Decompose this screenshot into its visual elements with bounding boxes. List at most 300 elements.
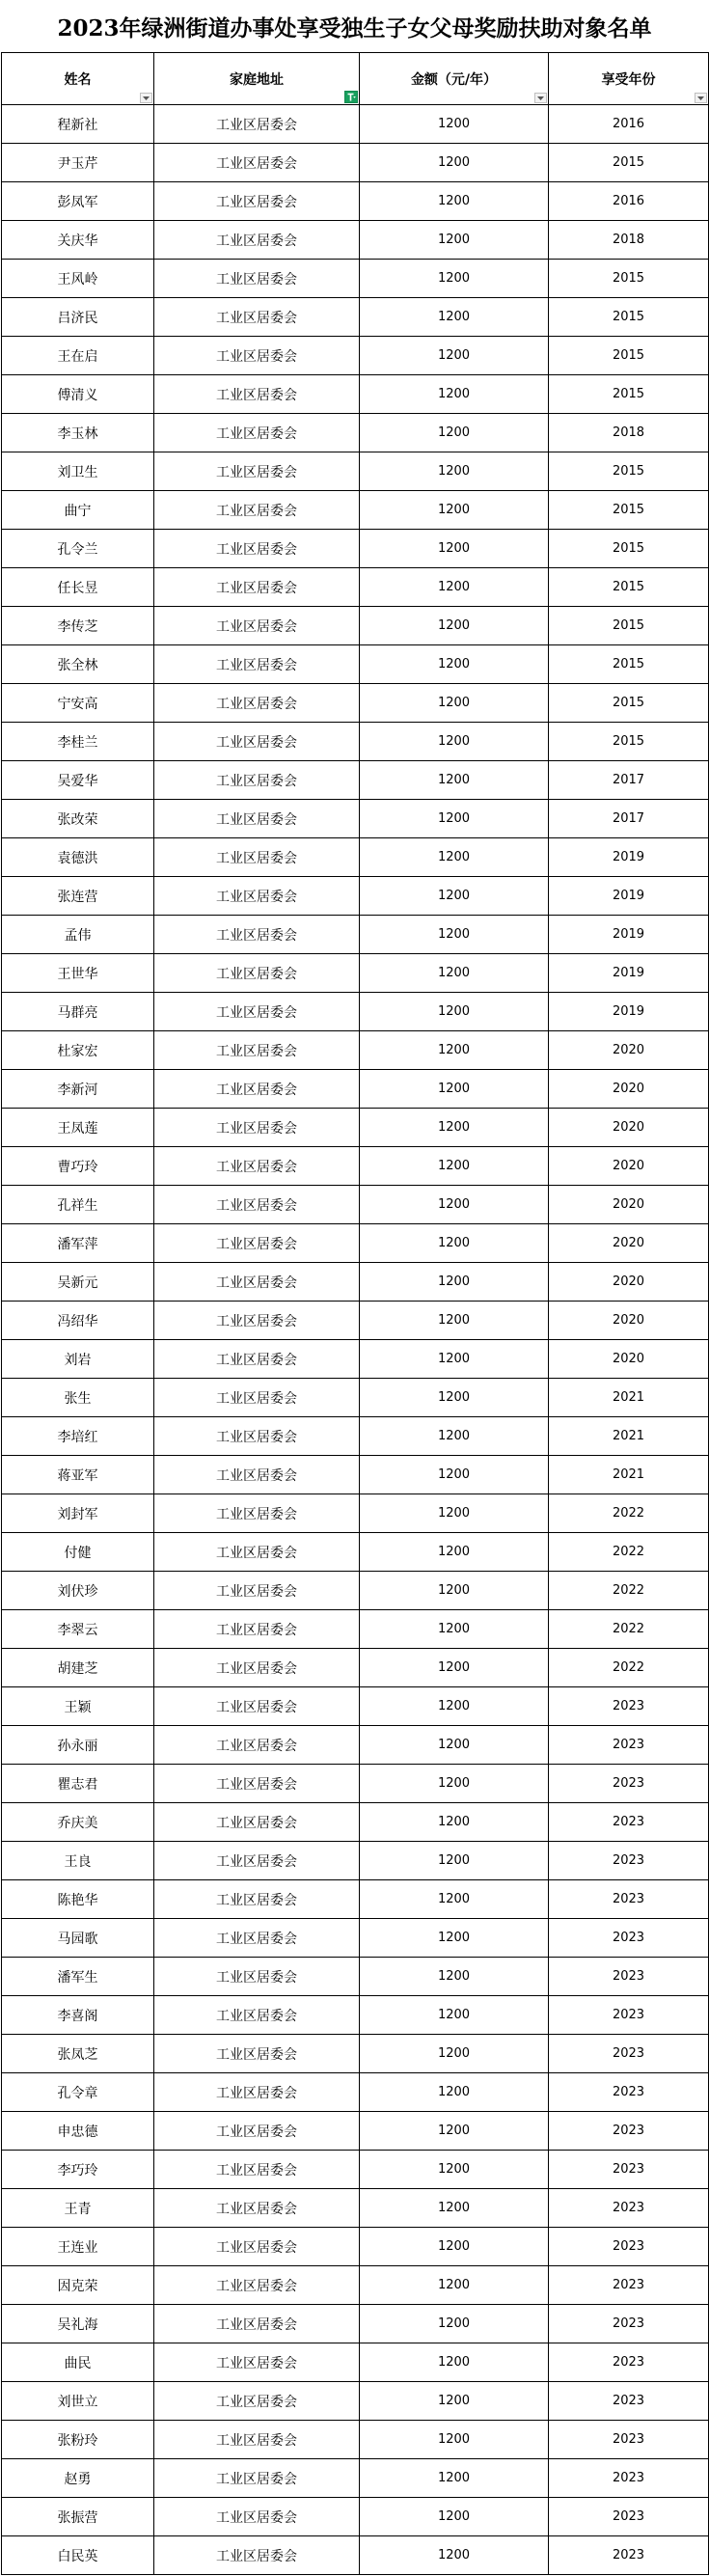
cell-address[interactable]: 工业区居委会 bbox=[154, 105, 360, 144]
cell-address[interactable]: 工业区居委会 bbox=[154, 1726, 360, 1765]
cell-address[interactable]: 工业区居委会 bbox=[154, 1765, 360, 1803]
table-row bbox=[2, 1880, 709, 1919]
cell-year[interactable]: 2023 bbox=[549, 2228, 709, 2266]
table-row bbox=[2, 1494, 709, 1533]
cell-year[interactable]: 2015 bbox=[549, 568, 709, 607]
cell-address[interactable]: 工业区居委会 bbox=[154, 2151, 360, 2189]
table-row bbox=[2, 684, 709, 723]
cell-name[interactable]: 张改荣 bbox=[2, 800, 154, 838]
table-row bbox=[2, 1726, 709, 1765]
cell-year[interactable]: 2023 bbox=[549, 2343, 709, 2382]
cell-name[interactable]: 孙永丽 bbox=[2, 1726, 154, 1765]
cell-address[interactable]: 工业区居委会 bbox=[154, 2266, 360, 2305]
cell-address[interactable]: 工业区居委会 bbox=[154, 491, 360, 530]
cell-address[interactable]: 工业区居委会 bbox=[154, 1649, 360, 1687]
cell-address[interactable]: 工业区居委会 bbox=[154, 1417, 360, 1456]
cell-name[interactable]: 吴新元 bbox=[2, 1263, 154, 1302]
cell-year[interactable]: 2023 bbox=[549, 1803, 709, 1842]
cell-address[interactable]: 工业区居委会 bbox=[154, 954, 360, 993]
cell-year[interactable]: 2023 bbox=[549, 1842, 709, 1880]
cell-amount[interactable]: 1200 bbox=[360, 2536, 549, 2575]
cell-amount[interactable]: 1200 bbox=[360, 375, 549, 414]
cell-amount[interactable]: 1200 bbox=[360, 1379, 549, 1417]
cell-address[interactable]: 工业区居委会 bbox=[154, 375, 360, 414]
cell-amount[interactable]: 1200 bbox=[360, 2266, 549, 2305]
column-header-year bbox=[549, 53, 709, 105]
cell-amount[interactable]: 1200 bbox=[360, 2421, 549, 2459]
cell-address[interactable]: 工业区居委会 bbox=[154, 916, 360, 954]
cell-address[interactable]: 工业区居委会 bbox=[154, 1610, 360, 1649]
cell-amount[interactable]: 1200 bbox=[360, 1456, 549, 1494]
cell-address[interactable]: 工业区居委会 bbox=[154, 2498, 360, 2536]
column-header-label: 姓名 bbox=[64, 71, 92, 88]
cell-amount[interactable]: 1200 bbox=[360, 838, 549, 877]
cell-year[interactable]: 2023 bbox=[549, 1880, 709, 1919]
table-row bbox=[2, 800, 709, 838]
cell-address[interactable]: 工业区居委会 bbox=[154, 800, 360, 838]
cell-address[interactable]: 工业区居委会 bbox=[154, 877, 360, 916]
cell-year[interactable]: 2023 bbox=[549, 2421, 709, 2459]
cell-address[interactable]: 工业区居委会 bbox=[154, 2228, 360, 2266]
cell-name[interactable]: 杜家宏 bbox=[2, 1031, 154, 1070]
table-row bbox=[2, 105, 709, 144]
cell-name[interactable]: 冯绍华 bbox=[2, 1302, 154, 1340]
cell-name[interactable]: 张全林 bbox=[2, 645, 154, 684]
cell-address[interactable]: 工业区居委会 bbox=[154, 1880, 360, 1919]
cell-address[interactable]: 工业区居委会 bbox=[154, 2421, 360, 2459]
cell-address[interactable]: 工业区居委会 bbox=[154, 645, 360, 684]
cell-name[interactable]: 李玉林 bbox=[2, 414, 154, 452]
cell-amount[interactable]: 1200 bbox=[360, 1340, 549, 1379]
cell-address[interactable]: 工业区居委会 bbox=[154, 1958, 360, 1996]
table-row bbox=[2, 298, 709, 337]
table-row bbox=[2, 2035, 709, 2073]
cell-address[interactable]: 工业区居委会 bbox=[154, 838, 360, 877]
cell-address[interactable]: 工业区居委会 bbox=[154, 1186, 360, 1224]
cell-year[interactable]: 2019 bbox=[549, 954, 709, 993]
cell-year[interactable]: 2020 bbox=[549, 1302, 709, 1340]
cell-amount[interactable]: 1200 bbox=[360, 2498, 549, 2536]
cell-address[interactable]: 工业区居委会 bbox=[154, 452, 360, 491]
cell-amount[interactable]: 1200 bbox=[360, 2343, 549, 2382]
cell-address[interactable]: 工业区居委会 bbox=[154, 530, 360, 568]
cell-name[interactable]: 张凤芝 bbox=[2, 2035, 154, 2073]
cell-name[interactable]: 申忠德 bbox=[2, 2112, 154, 2151]
cell-address[interactable]: 工业区居委会 bbox=[154, 2343, 360, 2382]
cell-amount[interactable]: 1200 bbox=[360, 1649, 549, 1687]
cell-year[interactable]: 2021 bbox=[549, 1417, 709, 1456]
cell-address[interactable]: 工业区居委会 bbox=[154, 2382, 360, 2421]
cell-name[interactable]: 傅清义 bbox=[2, 375, 154, 414]
cell-name[interactable]: 陈艳华 bbox=[2, 1880, 154, 1919]
table-body bbox=[2, 105, 709, 2575]
cell-year[interactable]: 2016 bbox=[549, 182, 709, 221]
cell-address[interactable]: 工业区居委会 bbox=[154, 993, 360, 1031]
cell-year[interactable]: 2023 bbox=[549, 1765, 709, 1803]
cell-address[interactable]: 工业区居委会 bbox=[154, 1302, 360, 1340]
cell-year[interactable]: 2015 bbox=[549, 645, 709, 684]
column-header-name bbox=[2, 53, 154, 105]
filter-dropdown-icon[interactable] bbox=[140, 93, 152, 103]
cell-amount[interactable]: 1200 bbox=[360, 414, 549, 452]
cell-address[interactable]: 工业区居委会 bbox=[154, 2035, 360, 2073]
cell-address[interactable]: 工业区居委会 bbox=[154, 607, 360, 645]
cell-amount[interactable]: 1200 bbox=[360, 530, 549, 568]
cell-year[interactable]: 2018 bbox=[549, 414, 709, 452]
cell-address[interactable]: 工业区居委会 bbox=[154, 1996, 360, 2035]
cell-amount[interactable]: 1200 bbox=[360, 1109, 549, 1147]
cell-year[interactable]: 2023 bbox=[549, 2459, 709, 2498]
cell-address[interactable]: 工业区居委会 bbox=[154, 761, 360, 800]
cell-amount[interactable]: 1200 bbox=[360, 1919, 549, 1958]
table-row bbox=[2, 2382, 709, 2421]
cell-name[interactable]: 蒋亚军 bbox=[2, 1456, 154, 1494]
cell-year[interactable]: 2023 bbox=[549, 1919, 709, 1958]
table-row bbox=[2, 2151, 709, 2189]
table-row bbox=[2, 1263, 709, 1302]
cell-name[interactable]: 白民英 bbox=[2, 2536, 154, 2575]
cell-year[interactable]: 2021 bbox=[549, 1456, 709, 1494]
cell-amount[interactable]: 1200 bbox=[360, 607, 549, 645]
table-row bbox=[2, 1572, 709, 1610]
table-row bbox=[2, 1533, 709, 1572]
cell-amount[interactable]: 1200 bbox=[360, 1417, 549, 1456]
cell-address[interactable]: 工业区居委会 bbox=[154, 2073, 360, 2112]
cell-year[interactable]: 2019 bbox=[549, 877, 709, 916]
cell-year[interactable]: 2018 bbox=[549, 221, 709, 260]
cell-amount[interactable]: 1200 bbox=[360, 1147, 549, 1186]
cell-amount[interactable]: 1200 bbox=[360, 723, 549, 761]
table-row bbox=[2, 1340, 709, 1379]
cell-name[interactable]: 程新社 bbox=[2, 105, 154, 144]
cell-amount[interactable]: 1200 bbox=[360, 452, 549, 491]
cell-name[interactable]: 刘封军 bbox=[2, 1494, 154, 1533]
cell-amount[interactable]: 1200 bbox=[360, 1031, 549, 1070]
cell-year[interactable]: 2022 bbox=[549, 1572, 709, 1610]
cell-year[interactable]: 2023 bbox=[549, 1996, 709, 2035]
cell-amount[interactable]: 1200 bbox=[360, 2382, 549, 2421]
cell-amount[interactable]: 1200 bbox=[360, 1996, 549, 2035]
cell-year[interactable]: 2020 bbox=[549, 1340, 709, 1379]
cell-name[interactable]: 王连业 bbox=[2, 2228, 154, 2266]
cell-name[interactable]: 王凤莲 bbox=[2, 1109, 154, 1147]
cell-year[interactable]: 2015 bbox=[549, 684, 709, 723]
cell-address[interactable]: 工业区居委会 bbox=[154, 1842, 360, 1880]
cell-amount[interactable]: 1200 bbox=[360, 1186, 549, 1224]
cell-year[interactable]: 2019 bbox=[549, 993, 709, 1031]
cell-amount[interactable]: 1200 bbox=[360, 1803, 549, 1842]
cell-year[interactable]: 2015 bbox=[549, 723, 709, 761]
cell-address[interactable]: 工业区居委会 bbox=[154, 1533, 360, 1572]
filter-dropdown-icon[interactable] bbox=[534, 93, 547, 103]
cell-address[interactable]: 工业区居委会 bbox=[154, 1109, 360, 1147]
cell-amount[interactable]: 1200 bbox=[360, 1842, 549, 1880]
cell-address[interactable]: 工业区居委会 bbox=[154, 144, 360, 182]
cell-amount[interactable]: 1200 bbox=[360, 877, 549, 916]
cell-name[interactable]: 李翠云 bbox=[2, 1610, 154, 1649]
table-row bbox=[2, 260, 709, 298]
cell-year[interactable]: 2022 bbox=[549, 1649, 709, 1687]
cell-name[interactable]: 马园歌 bbox=[2, 1919, 154, 1958]
cell-year[interactable]: 2020 bbox=[549, 1109, 709, 1147]
cell-name[interactable]: 刘岩 bbox=[2, 1340, 154, 1379]
cell-year[interactable]: 2021 bbox=[549, 1379, 709, 1417]
cell-name[interactable]: 胡建芝 bbox=[2, 1649, 154, 1687]
cell-name[interactable]: 曹巧玲 bbox=[2, 1147, 154, 1186]
cell-year[interactable]: 2022 bbox=[549, 1494, 709, 1533]
cell-address[interactable]: 工业区居委会 bbox=[154, 568, 360, 607]
cell-name[interactable]: 刘卫生 bbox=[2, 452, 154, 491]
cell-year[interactable]: 2023 bbox=[549, 2382, 709, 2421]
cell-name[interactable]: 潘军萍 bbox=[2, 1224, 154, 1263]
cell-name[interactable]: 孔令兰 bbox=[2, 530, 154, 568]
cell-address[interactable]: 工业区居委会 bbox=[154, 1147, 360, 1186]
cell-year[interactable]: 2015 bbox=[549, 260, 709, 298]
cell-amount[interactable]: 1200 bbox=[360, 993, 549, 1031]
table-row bbox=[2, 2228, 709, 2266]
cell-year[interactable]: 2023 bbox=[549, 2305, 709, 2343]
cell-amount[interactable]: 1200 bbox=[360, 2459, 549, 2498]
table-row bbox=[2, 1031, 709, 1070]
cell-year[interactable]: 2015 bbox=[549, 491, 709, 530]
cell-name[interactable]: 张振营 bbox=[2, 2498, 154, 2536]
table-row bbox=[2, 1147, 709, 1186]
table-row bbox=[2, 221, 709, 260]
cell-address[interactable]: 工业区居委会 bbox=[154, 1803, 360, 1842]
cell-name[interactable]: 孔祥生 bbox=[2, 1186, 154, 1224]
cell-amount[interactable]: 1200 bbox=[360, 645, 549, 684]
cell-name[interactable]: 刘世立 bbox=[2, 2382, 154, 2421]
table-row bbox=[2, 568, 709, 607]
cell-address[interactable]: 工业区居委会 bbox=[154, 2189, 360, 2228]
cell-amount[interactable]: 1200 bbox=[360, 1958, 549, 1996]
cell-year[interactable]: 2015 bbox=[549, 375, 709, 414]
cell-amount[interactable]: 1200 bbox=[360, 1224, 549, 1263]
column-header-label: 享受年份 bbox=[601, 71, 656, 88]
cell-year[interactable]: 2015 bbox=[549, 144, 709, 182]
cell-address[interactable]: 工业区居委会 bbox=[154, 1494, 360, 1533]
cell-amount[interactable]: 1200 bbox=[360, 684, 549, 723]
cell-address[interactable]: 工业区居委会 bbox=[154, 2536, 360, 2575]
cell-name[interactable]: 李传芝 bbox=[2, 607, 154, 645]
cell-year[interactable]: 2020 bbox=[549, 1031, 709, 1070]
cell-address[interactable]: 工业区居委会 bbox=[154, 1070, 360, 1109]
cell-name[interactable]: 李培红 bbox=[2, 1417, 154, 1456]
table-row bbox=[2, 761, 709, 800]
cell-address[interactable]: 工业区居委会 bbox=[154, 1687, 360, 1726]
cell-address[interactable]: 工业区居委会 bbox=[154, 723, 360, 761]
cell-name[interactable]: 潘军生 bbox=[2, 1958, 154, 1996]
cell-address[interactable]: 工业区居委会 bbox=[154, 414, 360, 452]
cell-name[interactable]: 李桂兰 bbox=[2, 723, 154, 761]
cell-amount[interactable]: 1200 bbox=[360, 1880, 549, 1919]
cell-amount[interactable]: 1200 bbox=[360, 182, 549, 221]
cell-year[interactable]: 2022 bbox=[549, 1610, 709, 1649]
filter-active-icon[interactable] bbox=[344, 91, 358, 103]
cell-name[interactable]: 孔令章 bbox=[2, 2073, 154, 2112]
cell-year[interactable]: 2015 bbox=[549, 607, 709, 645]
cell-year[interactable]: 2023 bbox=[549, 2112, 709, 2151]
cell-year[interactable]: 2015 bbox=[549, 530, 709, 568]
cell-name[interactable]: 王良 bbox=[2, 1842, 154, 1880]
cell-name[interactable]: 张连营 bbox=[2, 877, 154, 916]
cell-name[interactable]: 李喜阁 bbox=[2, 1996, 154, 2035]
cell-amount[interactable]: 1200 bbox=[360, 1302, 549, 1340]
cell-name[interactable]: 赵勇 bbox=[2, 2459, 154, 2498]
table-row bbox=[2, 1803, 709, 1842]
cell-year[interactable]: 2023 bbox=[549, 2035, 709, 2073]
cell-name[interactable]: 李巧玲 bbox=[2, 2151, 154, 2189]
cell-year[interactable]: 2023 bbox=[549, 2189, 709, 2228]
cell-year[interactable]: 2023 bbox=[549, 2073, 709, 2112]
table-row bbox=[2, 337, 709, 375]
cell-amount[interactable]: 1200 bbox=[360, 221, 549, 260]
cell-year[interactable]: 2020 bbox=[549, 1070, 709, 1109]
cell-year[interactable]: 2020 bbox=[549, 1263, 709, 1302]
cell-name[interactable]: 袁德洪 bbox=[2, 838, 154, 877]
cell-name[interactable]: 王世华 bbox=[2, 954, 154, 993]
filter-dropdown-icon[interactable] bbox=[695, 93, 707, 103]
cell-address[interactable]: 工业区居委会 bbox=[154, 1572, 360, 1610]
cell-address[interactable]: 工业区居委会 bbox=[154, 2112, 360, 2151]
cell-amount[interactable]: 1200 bbox=[360, 954, 549, 993]
cell-name[interactable]: 马群亮 bbox=[2, 993, 154, 1031]
column-header-address bbox=[154, 53, 360, 105]
cell-address[interactable]: 工业区居委会 bbox=[154, 1031, 360, 1070]
cell-amount[interactable]: 1200 bbox=[360, 1765, 549, 1803]
cell-name[interactable]: 彭凤军 bbox=[2, 182, 154, 221]
cell-amount[interactable]: 1200 bbox=[360, 761, 549, 800]
cell-address[interactable]: 工业区居委会 bbox=[154, 260, 360, 298]
cell-name[interactable]: 孟伟 bbox=[2, 916, 154, 954]
cell-address[interactable]: 工业区居委会 bbox=[154, 337, 360, 375]
column-header-label: 金额（元/年） bbox=[410, 71, 498, 88]
cell-name[interactable]: 因克荣 bbox=[2, 2266, 154, 2305]
cell-year[interactable]: 2015 bbox=[549, 452, 709, 491]
cell-address[interactable]: 工业区居委会 bbox=[154, 1224, 360, 1263]
cell-year[interactable]: 2015 bbox=[549, 337, 709, 375]
cell-year[interactable]: 2017 bbox=[549, 800, 709, 838]
table-row bbox=[2, 2459, 709, 2498]
cell-year[interactable]: 2023 bbox=[549, 1726, 709, 1765]
cell-name[interactable]: 王在启 bbox=[2, 337, 154, 375]
table-row bbox=[2, 2266, 709, 2305]
cell-name[interactable]: 吕济民 bbox=[2, 298, 154, 337]
cell-name[interactable]: 乔庆美 bbox=[2, 1803, 154, 1842]
cell-address[interactable]: 工业区居委会 bbox=[154, 221, 360, 260]
table-row bbox=[2, 1417, 709, 1456]
cell-amount[interactable]: 1200 bbox=[360, 1572, 549, 1610]
table-row bbox=[2, 1765, 709, 1803]
cell-address[interactable]: 工业区居委会 bbox=[154, 1263, 360, 1302]
cell-address[interactable]: 工业区居委会 bbox=[154, 298, 360, 337]
cell-year[interactable]: 2017 bbox=[549, 761, 709, 800]
cell-year[interactable]: 2015 bbox=[549, 298, 709, 337]
cell-year[interactable]: 2019 bbox=[549, 916, 709, 954]
cell-name[interactable]: 刘伏珍 bbox=[2, 1572, 154, 1610]
cell-address[interactable]: 工业区居委会 bbox=[154, 2459, 360, 2498]
cell-name[interactable]: 瞿志君 bbox=[2, 1765, 154, 1803]
cell-amount[interactable]: 1200 bbox=[360, 568, 549, 607]
cell-address[interactable]: 工业区居委会 bbox=[154, 182, 360, 221]
cell-year[interactable]: 2023 bbox=[549, 2536, 709, 2575]
cell-year[interactable]: 2020 bbox=[549, 1147, 709, 1186]
table-row bbox=[2, 723, 709, 761]
table-row bbox=[2, 414, 709, 452]
cell-name[interactable]: 王颖 bbox=[2, 1687, 154, 1726]
cell-name[interactable]: 尹玉芹 bbox=[2, 144, 154, 182]
cell-amount[interactable]: 1200 bbox=[360, 2228, 549, 2266]
cell-year[interactable]: 2023 bbox=[549, 2266, 709, 2305]
cell-amount[interactable]: 1200 bbox=[360, 2073, 549, 2112]
cell-amount[interactable]: 1200 bbox=[360, 916, 549, 954]
cell-name[interactable]: 吴爱华 bbox=[2, 761, 154, 800]
cell-name[interactable]: 曲民 bbox=[2, 2343, 154, 2382]
cell-name[interactable]: 王青 bbox=[2, 2189, 154, 2228]
cell-name[interactable]: 张生 bbox=[2, 1379, 154, 1417]
table-row bbox=[2, 1610, 709, 1649]
cell-amount[interactable]: 1200 bbox=[360, 2151, 549, 2189]
cell-year[interactable]: 2023 bbox=[549, 1958, 709, 1996]
cell-address[interactable]: 工业区居委会 bbox=[154, 1379, 360, 1417]
cell-name[interactable]: 李新河 bbox=[2, 1070, 154, 1109]
cell-amount[interactable]: 1200 bbox=[360, 144, 549, 182]
cell-year[interactable]: 2020 bbox=[549, 1186, 709, 1224]
cell-name[interactable]: 宁安高 bbox=[2, 684, 154, 723]
table-row bbox=[2, 2305, 709, 2343]
cell-amount[interactable]: 1200 bbox=[360, 1070, 549, 1109]
cell-amount[interactable]: 1200 bbox=[360, 1263, 549, 1302]
cell-amount[interactable]: 1200 bbox=[360, 1726, 549, 1765]
cell-name[interactable]: 付健 bbox=[2, 1533, 154, 1572]
cell-amount[interactable]: 1200 bbox=[360, 2189, 549, 2228]
cell-address[interactable]: 工业区居委会 bbox=[154, 1919, 360, 1958]
cell-amount[interactable]: 1200 bbox=[360, 491, 549, 530]
cell-year[interactable]: 2023 bbox=[549, 2498, 709, 2536]
cell-amount[interactable]: 1200 bbox=[360, 298, 549, 337]
cell-amount[interactable]: 1200 bbox=[360, 105, 549, 144]
cell-year[interactable]: 2023 bbox=[549, 2151, 709, 2189]
cell-amount[interactable]: 1200 bbox=[360, 1494, 549, 1533]
cell-year[interactable]: 2019 bbox=[549, 838, 709, 877]
cell-amount[interactable]: 1200 bbox=[360, 1533, 549, 1572]
cell-amount[interactable]: 1200 bbox=[360, 2305, 549, 2343]
cell-name[interactable]: 关庆华 bbox=[2, 221, 154, 260]
cell-amount[interactable]: 1200 bbox=[360, 800, 549, 838]
cell-name[interactable]: 张粉玲 bbox=[2, 2421, 154, 2459]
cell-year[interactable]: 2020 bbox=[549, 1224, 709, 1263]
cell-name[interactable]: 吴礼海 bbox=[2, 2305, 154, 2343]
table-row bbox=[2, 452, 709, 491]
cell-year[interactable]: 2023 bbox=[549, 1687, 709, 1726]
cell-name[interactable]: 王风岭 bbox=[2, 260, 154, 298]
cell-amount[interactable]: 1200 bbox=[360, 260, 549, 298]
cell-year[interactable]: 2016 bbox=[549, 105, 709, 144]
cell-address[interactable]: 工业区居委会 bbox=[154, 684, 360, 723]
cell-amount[interactable]: 1200 bbox=[360, 1610, 549, 1649]
cell-address[interactable]: 工业区居委会 bbox=[154, 2305, 360, 2343]
cell-amount[interactable]: 1200 bbox=[360, 337, 549, 375]
cell-name[interactable]: 曲宁 bbox=[2, 491, 154, 530]
cell-address[interactable]: 工业区居委会 bbox=[154, 1456, 360, 1494]
cell-name[interactable]: 任长昱 bbox=[2, 568, 154, 607]
cell-address[interactable]: 工业区居委会 bbox=[154, 1340, 360, 1379]
cell-amount[interactable]: 1200 bbox=[360, 2035, 549, 2073]
table-row bbox=[2, 1456, 709, 1494]
cell-amount[interactable]: 1200 bbox=[360, 2112, 549, 2151]
cell-amount[interactable]: 1200 bbox=[360, 1687, 549, 1726]
cell-year[interactable]: 2022 bbox=[549, 1533, 709, 1572]
